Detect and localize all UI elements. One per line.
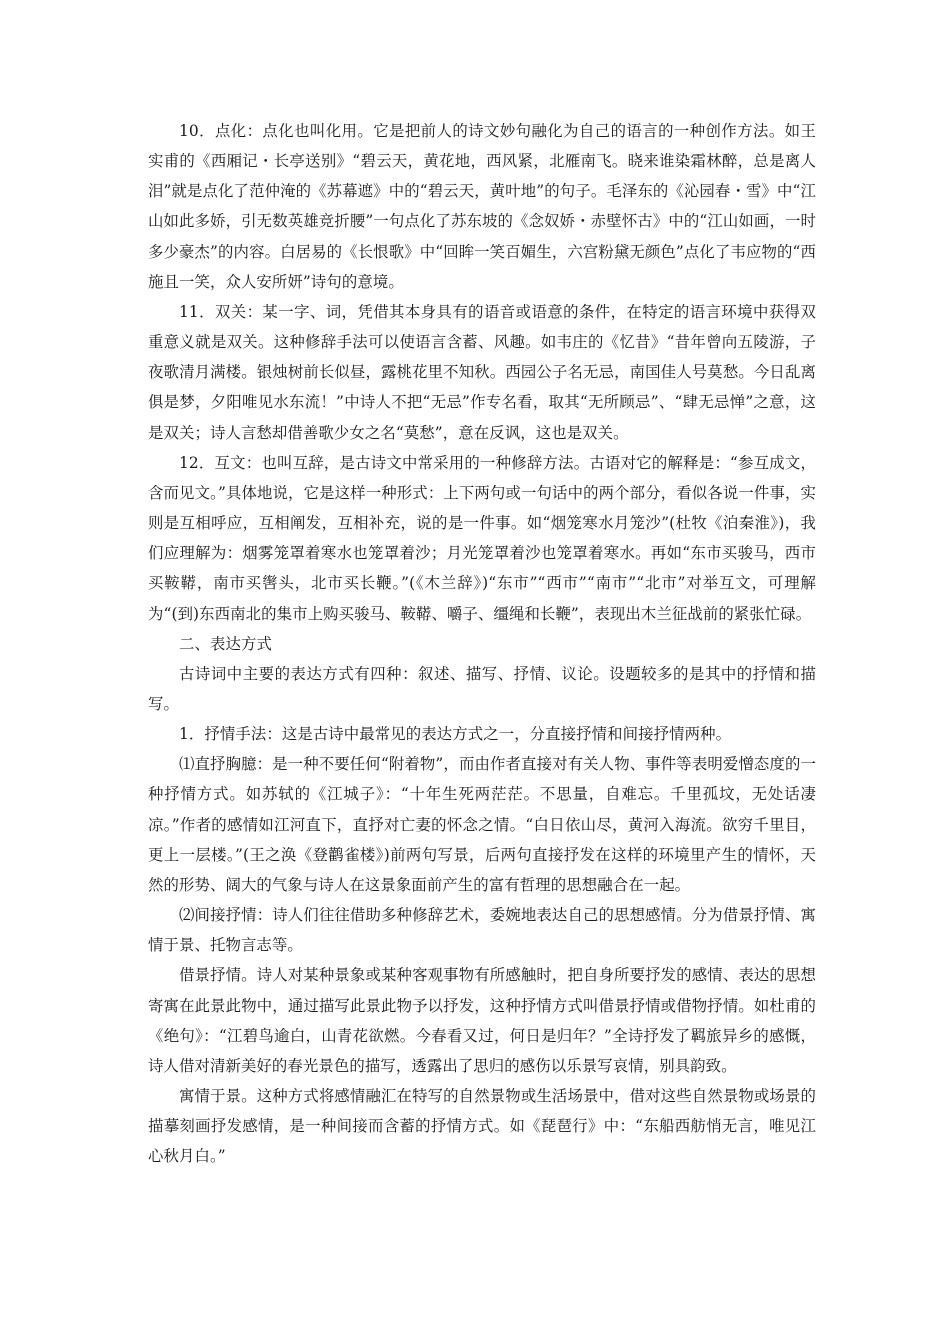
paragraph-jiejing-shuqing: 借景抒情。诗人对某种景象或某种客观事物有所感触时，把自身所要抒发的感情、表达的思想寄寓在此景此物中，通过描写此景此物予以抒发，这种抒情方式叫借景抒情或借物抒情。如杜甫的《绝句》：“江碧鸟逾白，山青花欲燃。今春看又过，何日是归年？”全诗抒发了羁旅异乡的感慨，诗人借对清新美好的春光景色的描写，透露出了思归的感伤以乐景写哀情，别具韵致。 (148, 966, 816, 1075)
paragraph-shuqing-shoufa: 1．抒情手法：这是古诗中最常见的表达方式之一，分直接抒情和间接抒情两种。 (179, 725, 732, 744)
paragraph-jianjie-shuqing: ⑵间接抒情：诗人们往往借助多种修辞艺术，委婉地表达自己的思想感情。分为借景抒情、寓情于景、托物言志等。 (148, 906, 816, 955)
paragraph-shuangguan: 11．双关：某一字、词，凭借其本身具有的语音或语意的条件，在特定的语言环境中获得双重意义就是双关。这种修辞手法可以使语言含蓄、风趣。如韦庄的《忆昔》“昔年曾向五陵游，子夜歌清月满楼。银烛树前长似昼，露桃花里不知秋。西园公子名无忌，南国佳人号莫愁。今日乱离俱是梦，夕阳唯见水东流！”中诗人不把“无忌”作专名看，取其“无所顾忌”、“肆无忌惮”之意，这是双关；诗人言愁却借善歌少女之名“莫愁”，意在反讽，这也是双关。 (148, 302, 816, 442)
paragraph-huwen: 12．互文：也叫互辞，是古诗文中常采用的一种修辞方法。古语对它的解释是：“参互成文，含而见文。”具体地说，它是这样一种形式：上下两句或一句话中的两个部分，看似各说一件事，实则是互相呼应，互相阐发，互相补充，说的是一件事。如“烟笼寒水月笼沙”(杜牧《泊秦淮》)，我们应理解为：烟雾笼罩着寒水也笼罩着沙；月光笼罩着沙也笼罩着寒水。再如“东市买骏马，西市买鞍鞯，南市买辔头，北市买长鞭。”(《木兰辞》)“东市”“西市”“南市”“北市”对举互文，可理解为“(到)东西南北的集市上购买骏马、鞍鞯、嚼子、缰绳和长鞭”，表现出木兰征战前的紧张忙碌。 (148, 453, 816, 623)
paragraph-zhishu-xiongyi: ⑴直抒胸臆：是一种不要任何“附着物”，而由作者直接对有关人物、事件等表明爱憎态度的一种抒情方式。如苏轼的《江城子》：“十年生死两茫茫。不思量，自难忘。千里孤坟，无处话凄凉。”作者的感情如江河直下，直抒对亡妻的怀念之情。“白日依山尽，黄河入海流。欲穷千里目，更上一层楼。”(王之涣《登鹳雀楼》)前两句写景，后两句直接抒发在这样的环境里产生的情怀，天然的形势、阔大的气象与诗人在这景象面前产生的富有哲理的思想融合在一起。 (148, 755, 816, 894)
paragraph-yuqing-yujing: 寓情于景。这种方式将感情融汇在特写的自然景物或生活场景中，借对这些自然景物或场景的描摹刻画抒发感情，是一种间接而含蓄的抒情方式。如《琵琶行》中：“东船西舫悄无言，唯见江心秋月白。” (148, 1087, 816, 1166)
section-heading-biaoda-fangshi: 二、表达方式 (179, 634, 272, 653)
document-body (148, 116, 816, 1171)
paragraph-biaoda-intro: 古诗词中主要的表达方式有四种：叙述、描写、抒情、议论。设题较多的是其中的抒情和描写。 (148, 664, 816, 713)
paragraph-dianhua: 10．点化：点化也叫化用。它是把前人的诗文妙句融化为自己的语言的一种创作方法。如王实甫的《西厢记・长亭送别》“碧云天，黄花地，西风紧，北雁南飞。晓来谁染霜林醉，总是离人泪”就是点化了范仲淹的《苏幕遮》中的“碧云天，黄叶地”的句子。毛泽东的《沁园春・雪》中“江山如此多娇，引无数英雄竞折腰”一句点化了苏东坡的《念奴娇・赤壁怀古》中的“江山如画，一时多少豪杰”的内容。白居易的《长恨歌》中“回眸一笑百媚生，六宫粉黛无颜色”点化了韦应物的“西施且一笑，众人安所妍”诗句的意境。 (148, 122, 816, 291)
